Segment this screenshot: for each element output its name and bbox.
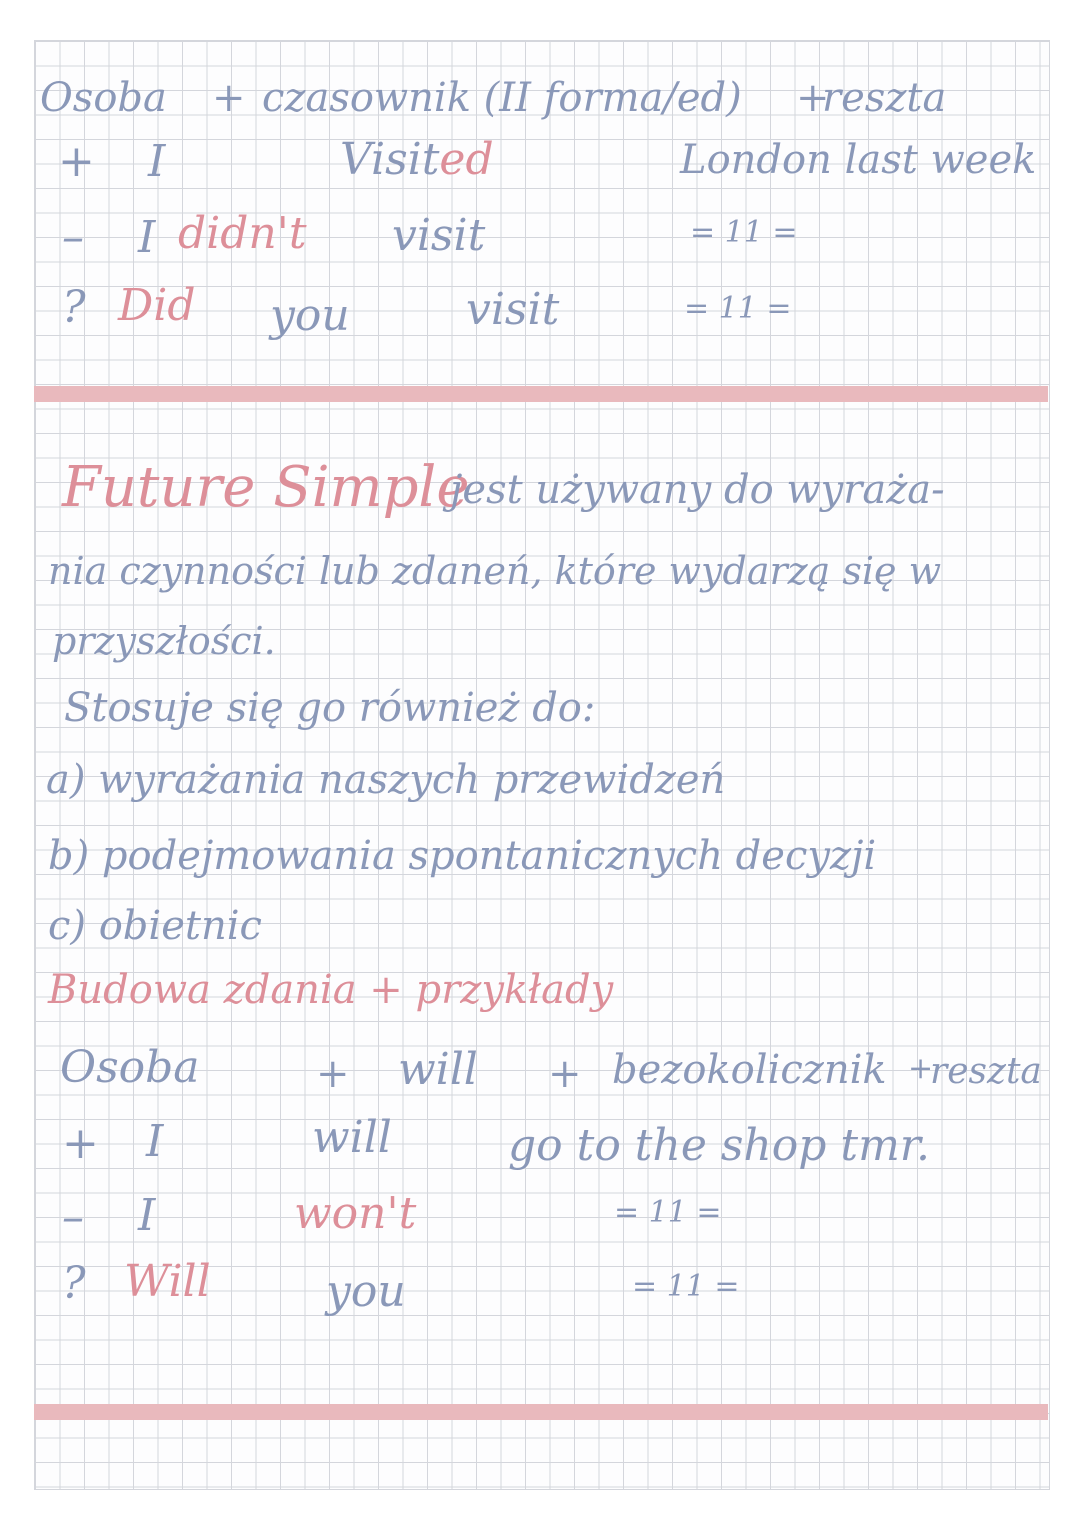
formula-plus: + bbox=[316, 1051, 350, 1097]
list-item: a) wyrażania naszych przewidzeń bbox=[46, 757, 726, 803]
aux-wont: won't bbox=[294, 1188, 417, 1239]
subject: I bbox=[138, 212, 156, 263]
subject: you bbox=[270, 290, 350, 341]
subject: you bbox=[326, 1266, 406, 1317]
verb bbox=[340, 134, 494, 185]
aux-will: Will bbox=[124, 1256, 211, 1307]
aux-did: Did bbox=[118, 280, 196, 331]
formula-plus: + bbox=[548, 1051, 582, 1097]
aux-will: will bbox=[312, 1112, 392, 1163]
verb: visit bbox=[466, 284, 560, 335]
sign-question: ? bbox=[62, 282, 86, 333]
formula-bezokolicznik: bezokolicznik bbox=[612, 1047, 887, 1093]
list-item: b) podejmowania spontanicznych decyzji bbox=[48, 833, 877, 879]
formula-reszta: reszta bbox=[930, 1051, 1042, 1092]
formula-verb: czasownik (II forma/ed) bbox=[262, 75, 742, 121]
formula-osoba: Osoba bbox=[60, 1042, 200, 1093]
ditto-mark: = 11 = bbox=[614, 1195, 722, 1230]
formula-reszta: reszta bbox=[822, 75, 947, 121]
ditto-mark: = 11 = bbox=[632, 1269, 740, 1304]
section-divider bbox=[34, 1404, 1048, 1420]
rest: go to the shop tmr. bbox=[508, 1120, 930, 1171]
formula-osoba: Osoba bbox=[40, 75, 167, 121]
definition-line: nia czynności lub zdaneń, które wydarzą się w bbox=[48, 549, 942, 593]
section-title: Future Simple bbox=[62, 455, 470, 520]
uses-intro: Stosuje się go również do: bbox=[64, 685, 596, 731]
verb: visit bbox=[392, 210, 486, 261]
ditto-mark: = 11 = bbox=[690, 215, 798, 250]
list-item: c) obietnic bbox=[48, 903, 262, 949]
verb-ending: ed bbox=[439, 134, 494, 185]
verb-stem: Visit bbox=[340, 134, 440, 185]
formula-plus: + bbox=[908, 1051, 934, 1086]
sign-minus: – bbox=[62, 212, 84, 263]
construction-heading: Budowa zdania + przykłady bbox=[48, 967, 614, 1013]
sign-plus: + bbox=[62, 1118, 99, 1169]
section-divider bbox=[34, 386, 1048, 402]
formula-plus: + bbox=[212, 75, 246, 121]
ditto-mark: = 11 = bbox=[684, 291, 792, 326]
sign-question: ? bbox=[62, 1258, 86, 1309]
subject: I bbox=[138, 1190, 156, 1241]
formula-plus: + bbox=[796, 75, 830, 121]
subject: I bbox=[146, 1116, 164, 1167]
rest: London last week bbox=[680, 137, 1037, 183]
formula-will: will bbox=[398, 1044, 478, 1095]
sign-plus: + bbox=[58, 136, 95, 187]
definition-line: jest używany do wyraża- bbox=[450, 467, 945, 513]
subject: I bbox=[148, 136, 166, 187]
definition-line: przyszłości. bbox=[52, 619, 276, 663]
sign-minus: – bbox=[62, 1192, 84, 1243]
aux-didnt: didn't bbox=[178, 208, 307, 259]
